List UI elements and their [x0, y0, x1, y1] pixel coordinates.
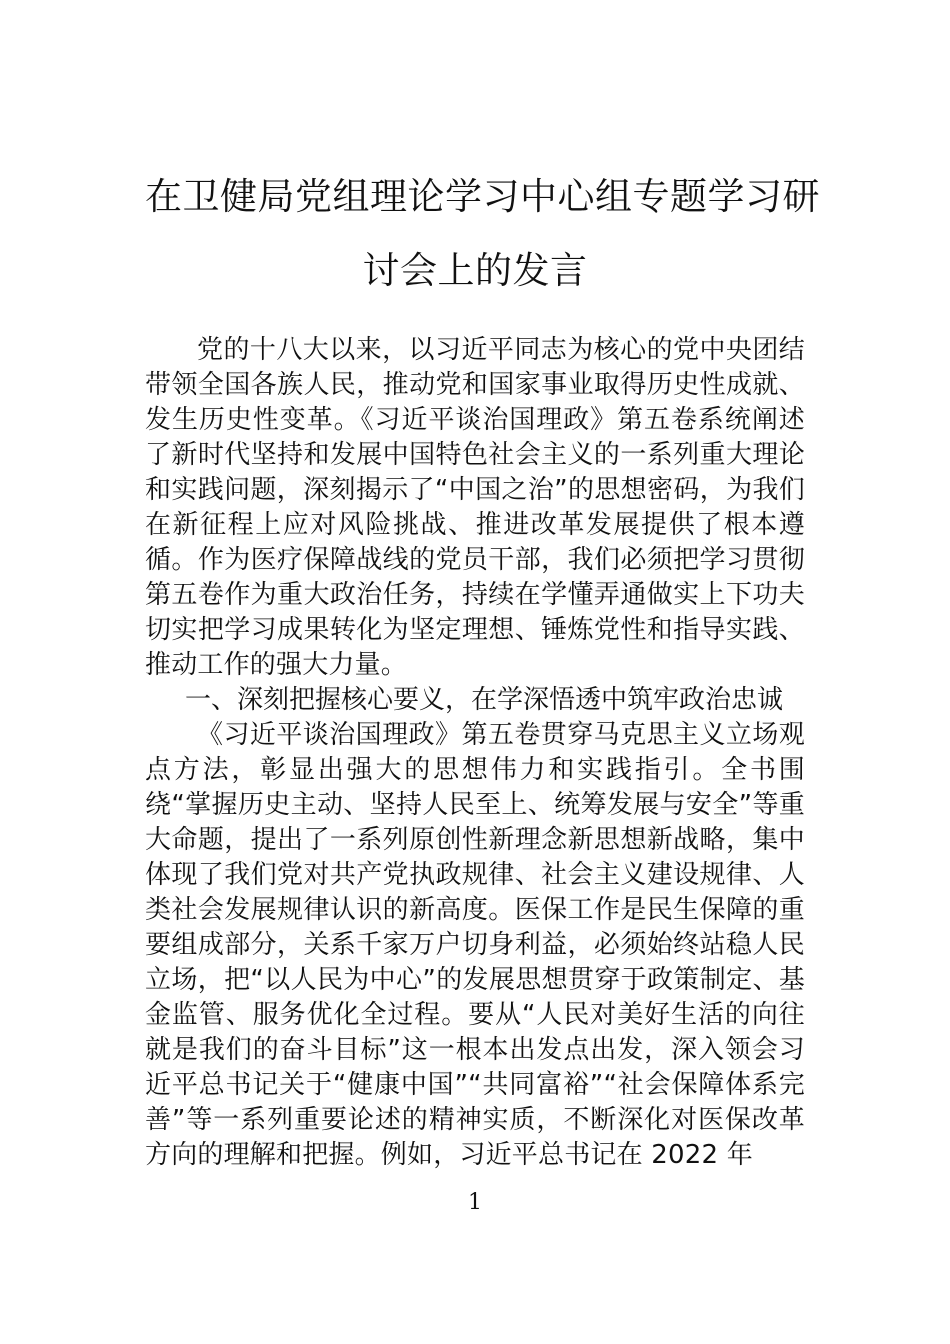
- title-line-2: 讨会上的发言: [362, 249, 588, 292]
- section-1-paragraph: 《习近平谈治国理政》第五卷贯穿马克思主义立场观点方法，彰显出强大的思想伟力和实践指引。全书围绕“掌握历史主动、坚持人民至上、统筹发展与安全”等重大命题，提出了一系列原创性新理念新思想新战略，集中体现了我们党对共产党执政规律、社会主义建设规律、人类社会发展规律认识的新高度。医保工作是民生保障的重要组成部分，关系千家万户切身利益，必须始终站稳人民立场，把“以人民为中心”的发展思想贯穿于政策制定、基金监管、服务优化全过程。要从“人民对美好生活的向往就是我们的奋斗目标”这一根本出发点出发，深入领会习近平总书记关于“健康中国”“共同富裕”“社会保障体系完善”等一系列重要论述的精神实质，不断深化对医保改革方向的理解和把握。例如，习近平总书记在 2022 年: [145, 720, 805, 1170]
- title-line-1: 在卫健局党组理论学习中心组专题学习研: [145, 175, 820, 218]
- document-title: [145, 160, 820, 308]
- page-number: 1: [468, 1190, 482, 1215]
- intro-paragraph: 党的十八大以来，以习近平同志为核心的党中央团结带领全国各族人民，推动党和国家事业取得历史性成就、发生历史性变革。《习近平谈治国理政》第五卷系统阐述了新时代坚持和发展中国特色社会主义的一系列重大理论和实践问题，深刻揭示了“中国之治”的思想密码，为我们在新征程上应对风险挑战、推进改革发展提供了根本遵循。作为医疗保障战线的党员干部，我们必须把学习贯彻第五卷作为重大政治任务，持续在学懂弄通做实上下功夫切实把学习成果转化为坚定理想、锤炼党性和指导实践、推动工作的强大力量。: [145, 335, 805, 680]
- document-body: [145, 333, 805, 1173]
- section-heading-1: 一、深刻把握核心要义，在学深悟透中筑牢政治忠诚: [185, 685, 784, 715]
